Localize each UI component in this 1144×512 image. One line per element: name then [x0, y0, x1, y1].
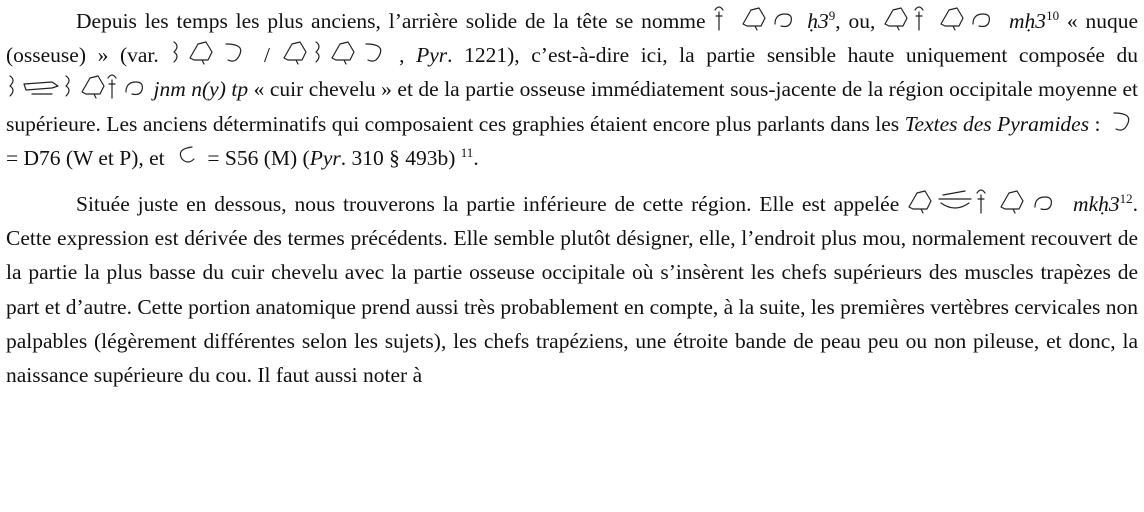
body-text: « nuque (osseuse) » (var.	[6, 9, 1139, 68]
body-text: , ou,	[835, 9, 884, 33]
body-text: . 1221), c’est-à-dire ici, la partie sensible haute uniquement composée du	[447, 43, 1139, 68]
body-text	[1001, 9, 1009, 33]
body-text: = D76 (W et P), et	[6, 145, 170, 170]
italic-text: mḥ3	[1009, 9, 1047, 33]
italic-text: ḥ3	[807, 9, 829, 33]
hieroglyph-mh3-icon	[883, 4, 1001, 32]
italic-text: Pyr	[309, 145, 341, 170]
footnote-marker[interactable]: 10	[1046, 8, 1060, 23]
hieroglyph-variant-2-icon	[282, 38, 388, 66]
footnote-marker[interactable]: 11	[460, 144, 474, 160]
body-text	[1065, 192, 1073, 216]
body-text: Depuis les temps les plus anciens, l’arrière solide de la tête se nomme	[76, 9, 714, 33]
hieroglyph-d76-icon	[1106, 107, 1138, 135]
body-text: ,	[387, 43, 417, 68]
hieroglyph-mkh3-icon	[907, 187, 1065, 215]
hieroglyph-jnm-ntp-icon	[6, 72, 148, 100]
body-text: .	[473, 145, 479, 170]
body-text: . 310 § 493b)	[340, 145, 461, 170]
italic-text: Pyr	[416, 43, 448, 68]
body-text: /	[252, 43, 282, 68]
paragraph	[6, 187, 1138, 392]
italic-text: mkḥ3	[1073, 192, 1120, 217]
body-text: Située juste en dessous, nous trouverons la partie inférieure de cette région. Elle est appelée	[76, 192, 908, 217]
footnote-marker[interactable]: 9	[828, 8, 836, 23]
body-text: . Cette expression est dérivée des termes précédents. Elle semble plutôt désigner, elle, l’endroit plus mou, normalement recouvert de la partie la plus basse du cuir chevelu avec la partie osseuse occipitale où s’insèrent les chefs supérieurs des muscles trapèzes de part et d’autre. Cette portion anatomique prend aussi très probablement en compte, à la suite, les premières vertèbres cervicales non palpables (légèrement différentes selon les sujets), les chefs trapéziens, une étroite bande de peau peu ou non pileuse, et donc, la naissance supérieure du cou. Il faut aussi noter à	[6, 192, 1138, 388]
body-text: = S56 (M) (	[202, 145, 310, 170]
italic-text: Textes des Pyramides	[904, 111, 1090, 136]
body-text: :	[1089, 111, 1106, 136]
paragraph	[6, 4, 1138, 175]
hieroglyph-h3-icon	[713, 4, 799, 32]
footnote-marker[interactable]: 12	[1119, 191, 1133, 207]
hieroglyph-variant-1-icon	[170, 38, 252, 66]
body-text: « cuir chevelu » et de la partie osseuse immédiatement sous-jacente de la région occipitale moyenne et supérieure. Les anciens déterminatifs qui composaient ces graphies étaient encore plus parlants dans les	[6, 77, 1138, 136]
hieroglyph-s56-icon	[170, 141, 202, 169]
italic-text: jnm n(y) tp	[153, 77, 249, 102]
